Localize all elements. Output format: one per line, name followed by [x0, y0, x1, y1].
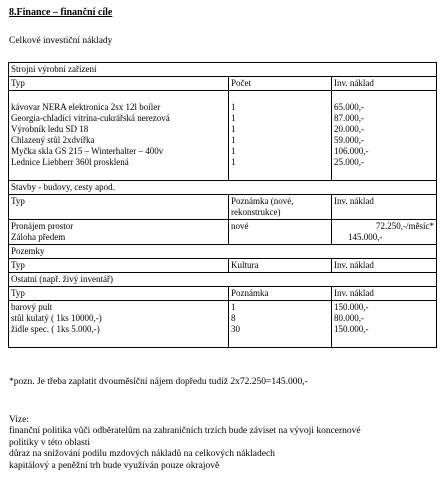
header-type: Typ	[9, 287, 229, 301]
list-item: židle spec. ( 1ks 5.000,-)	[11, 324, 100, 334]
footnote: *pozn. Je třeba zaplatit dvouměsíční nájem dopředu tudíž 2x72.250=145.000,-	[9, 377, 308, 387]
count-value: 1	[231, 113, 236, 123]
cost-value: 65.000,-	[334, 102, 364, 112]
header-cost: Inv. náklad	[332, 195, 437, 220]
header-cost: Inv. náklad	[332, 77, 437, 91]
list-item: stůl kulatý ( 1ks 10000,-)	[11, 313, 102, 323]
note-value: 1	[231, 302, 236, 312]
section-title-machines: Strojní výrobní zařízení	[9, 63, 437, 77]
section-title-other: Ostatní (např. živý inventář)	[9, 273, 437, 287]
vision-block	[9, 415, 439, 472]
buildings-note-cell	[229, 220, 332, 245]
list-item: Chlazený stůl 2xdvířka	[11, 135, 95, 145]
other-note-cell	[229, 301, 332, 348]
count-value: 1	[231, 135, 236, 145]
table-header-row	[9, 287, 437, 301]
section-title-row	[9, 63, 437, 77]
section-title-row	[9, 273, 437, 287]
cost-value: 150.000,-	[334, 324, 369, 334]
machines-count-cell	[229, 91, 332, 181]
header-note: Poznámka (nové, rekonstrukce)	[229, 195, 332, 220]
cost-value: 87.000,-	[334, 113, 364, 123]
vision-line: důraz na snižování podílu mzdových nákladů na celkových nákladech	[9, 449, 275, 460]
cost-value: 72.250,-/měsíc*	[376, 221, 435, 231]
header-cost: Inv. náklad	[332, 287, 437, 301]
header-type: Typ	[9, 77, 229, 91]
header-count: Počet	[229, 77, 332, 91]
other-type-cell	[9, 301, 229, 348]
header-culture: Kultura	[229, 259, 332, 273]
header-type: Typ	[9, 195, 229, 220]
note-value: 8	[231, 313, 236, 323]
cost-value: 25.000,-	[334, 157, 364, 167]
header-cost: Inv. náklad	[332, 259, 437, 273]
vision-line: politiky v této oblasti	[9, 437, 91, 448]
list-item: Myčka skla GS 215 – Winterhalter – 400v	[11, 146, 164, 156]
header-note: Poznámka	[229, 287, 332, 301]
cost-value: 80.000,-	[334, 313, 364, 323]
vision-line: kapitálový a peněžní trh bude využíván pouze okrajově	[9, 460, 220, 471]
note-value: nové	[231, 221, 249, 231]
count-value: 1	[231, 124, 236, 134]
list-item: Lednice Liebherr 360l prosklená	[11, 157, 129, 167]
table-header-row	[9, 259, 437, 273]
page-heading: 8.Finance – finanční cíle	[9, 7, 113, 18]
table-row	[9, 91, 437, 181]
count-value: 1	[231, 157, 236, 167]
list-item: Georgia-chladící vitrína-cukrářská nerezová	[11, 113, 170, 123]
header-type: Typ	[9, 259, 229, 273]
page-subheading: Celkové investiční náklady	[9, 36, 113, 46]
count-value: 1	[231, 146, 236, 156]
table-header-row	[9, 195, 437, 220]
list-item: kávovar NERA elektronica 2sx 12l boiler	[11, 102, 161, 112]
count-value: 1	[231, 102, 236, 112]
table-row	[9, 220, 437, 245]
cost-value: 150.000,-	[334, 302, 369, 312]
list-item: Pronájem prostor	[11, 221, 74, 231]
vision-line: finanční politika vůči odběratelům na zahraničních trzích bude záviset na vývoji koncernové	[9, 426, 361, 437]
section-title-row	[9, 181, 437, 195]
list-item: Záloha předem	[11, 232, 66, 242]
list-item: barový pult	[11, 302, 53, 312]
vision-title: Vize:	[9, 415, 30, 425]
table-header-row	[9, 77, 437, 91]
machines-cost-cell	[332, 91, 437, 181]
cost-value: 145.000,-	[348, 232, 383, 242]
investment-costs-table	[8, 62, 437, 348]
section-title-row	[9, 245, 437, 259]
section-title-buildings: Stavby - budovy, cesty apod.	[9, 181, 437, 195]
section-title-land: Pozemky	[9, 245, 437, 259]
buildings-cost-cell	[332, 220, 437, 245]
cost-value: 20.000,-	[334, 124, 364, 134]
buildings-type-cell	[9, 220, 229, 245]
list-item: Výrobník ledu SD 18	[11, 124, 89, 134]
table-row	[9, 301, 437, 348]
cost-value: 59.000,-	[334, 135, 364, 145]
note-value: 30	[231, 324, 240, 334]
other-cost-cell	[332, 301, 437, 348]
cost-value: 106.000,-	[334, 146, 369, 156]
machines-type-cell	[9, 91, 229, 181]
